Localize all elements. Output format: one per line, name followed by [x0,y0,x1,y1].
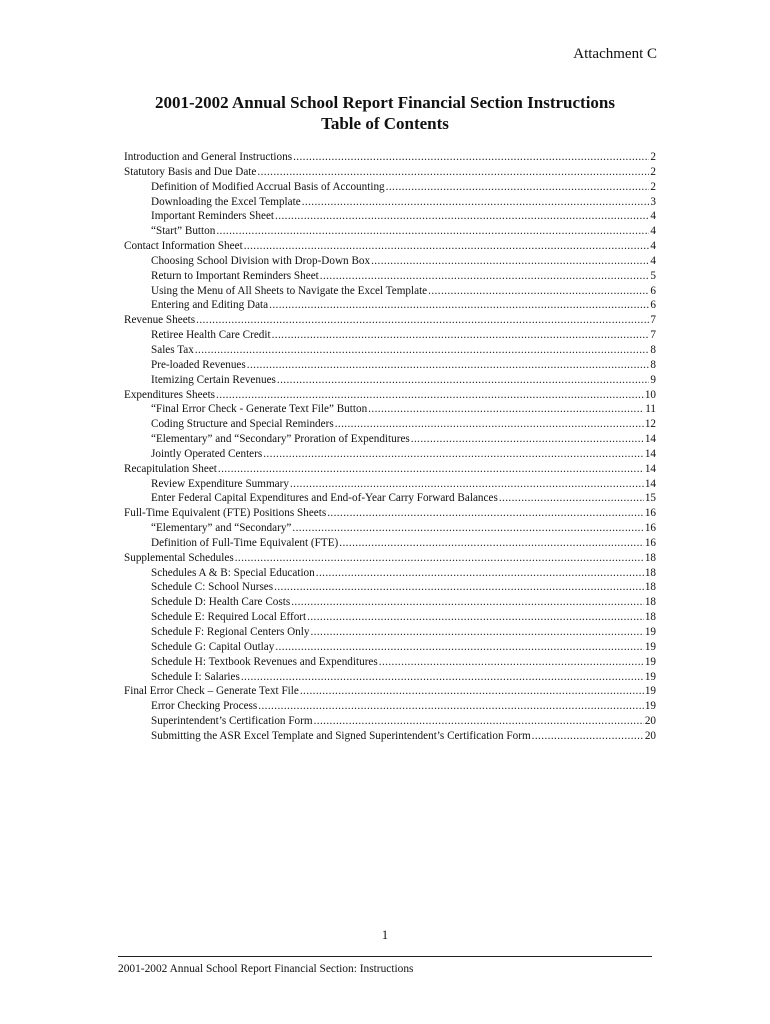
attachment-label: Attachment C [573,46,657,62]
toc-dot-leader [320,269,650,284]
title-line-1: 2001-2002 Annual School Report Financial Section Instructions [155,93,615,112]
toc-entry[interactable] [124,610,656,625]
toc-entry-label: Error Checking Process [151,700,258,713]
toc-entry-label: “Elementary” and “Secondary” [151,522,292,535]
toc-entry-page: 18 [644,596,656,609]
toc-entry-page: 20 [644,729,656,742]
toc-entry[interactable] [124,684,656,699]
toc-entry[interactable] [124,699,656,714]
toc-entry-label: Expenditures Sheets [124,388,216,401]
toc-entry-page: 19 [644,640,656,653]
toc-dot-leader [428,284,649,299]
toc-entry[interactable] [124,328,656,343]
toc-entry-page: 16 [644,507,656,520]
toc-entry-label: Revenue Sheets [124,314,196,327]
table-of-contents [124,150,656,744]
toc-entry[interactable] [124,239,656,254]
toc-entry-label: Full-Time Equivalent (FTE) Positions Sheets [124,507,327,520]
toc-entry-label: Schedule H: Textbook Revenues and Expenditures [151,655,378,668]
toc-entry-page: 19 [644,685,656,698]
toc-entry-page: 16 [644,522,656,535]
toc-dot-leader [269,298,649,313]
toc-entry-label: Important Reminders Sheet [151,210,275,223]
toc-entry-label: Retiree Health Care Credit [151,329,271,342]
toc-entry-page: 14 [644,477,656,490]
toc-dot-leader [196,313,649,328]
toc-entry[interactable] [124,165,656,180]
toc-entry-label: Schedule E: Required Local Effort [151,611,307,624]
toc-entry[interactable] [124,402,656,417]
toc-dot-leader [277,373,650,388]
toc-entry-page: 10 [644,388,656,401]
toc-entry[interactable] [124,343,656,358]
toc-entry-page: 11 [645,403,656,416]
toc-entry-page: 6 [650,299,656,312]
toc-entry-label: Submitting the ASR Excel Template and Signed Superintendent’s Certification Form [151,729,531,742]
toc-entry-label: Definition of Full-Time Equivalent (FTE) [151,536,339,549]
toc-entry-page: 2 [650,180,656,193]
toc-dot-leader [291,595,644,610]
toc-entry-label: Schedule I: Salaries [151,670,240,683]
toc-dot-leader [235,551,644,566]
toc-entry-page: 18 [644,551,656,564]
toc-entry[interactable] [124,269,656,284]
toc-dot-leader [310,625,643,640]
toc-entry[interactable] [124,580,656,595]
toc-entry[interactable] [124,417,656,432]
toc-entry-page: 19 [644,655,656,668]
toc-entry-page: 6 [650,284,656,297]
toc-entry-label: Sales Tax [151,343,194,356]
toc-entry-label: Statutory Basis and Due Date [124,165,257,178]
toc-entry[interactable] [124,447,656,462]
toc-dot-leader [302,195,650,210]
toc-entry-label: Superintendent’s Certification Form [151,715,313,728]
toc-entry[interactable] [124,298,656,313]
toc-dot-leader [532,729,644,744]
footer-text: 2001-2002 Annual School Report Financial Section: Instructions [118,963,414,975]
toc-dot-leader [216,224,649,239]
toc-entry-page: 14 [644,447,656,460]
toc-entry[interactable] [124,536,656,551]
toc-dot-leader [327,506,644,521]
toc-entry[interactable] [124,491,656,506]
toc-entry[interactable] [124,640,656,655]
toc-entry-page: 4 [650,254,656,267]
toc-entry-label: “Final Error Check - Generate Text File” Button [151,403,368,416]
toc-entry[interactable] [124,566,656,581]
toc-dot-leader [314,714,644,729]
toc-dot-leader [218,462,644,477]
toc-entry-label: Schedule C: School Nurses [151,581,274,594]
toc-entry-label: Jointly Operated Centers [151,447,263,460]
toc-entry-label: Review Expenditure Summary [151,477,289,490]
toc-entry-page: 19 [644,700,656,713]
toc-entry-label: Pre-loaded Revenues [151,358,246,371]
toc-dot-leader [307,610,644,625]
toc-entry-page: 8 [650,358,656,371]
toc-entry-page: 19 [644,626,656,638]
toc-entry[interactable] [124,254,656,269]
toc-dot-leader [244,239,650,254]
toc-dot-leader [274,580,644,595]
toc-dot-leader [386,180,650,195]
toc-entry-page: 18 [644,566,656,579]
toc-entry-label: Coding Structure and Special Reminders [151,418,334,431]
toc-dot-leader [290,477,644,492]
toc-entry-page: 9 [650,373,656,386]
toc-entry-page: 19 [644,670,656,683]
toc-entry-label: Supplemental Schedules [124,551,234,564]
toc-entry[interactable] [124,655,656,670]
toc-entry-label: Schedule G: Capital Outlay [151,640,275,653]
toc-entry[interactable] [124,195,656,210]
toc-entry[interactable] [124,180,656,195]
toc-dot-leader [339,536,644,551]
toc-entry-label: Final Error Check – Generate Text File [124,685,299,698]
toc-entry-page: 18 [644,611,656,624]
title-line-2: Table of Contents [321,114,449,133]
toc-entry-page: 4 [650,210,656,223]
toc-entry-label: Definition of Modified Accrual Basis of Accounting [151,180,385,193]
toc-entry[interactable] [124,224,656,239]
toc-entry-label: Itemizing Certain Revenues [151,373,276,386]
toc-dot-leader [300,684,644,699]
toc-entry-label: Schedule F: Regional Centers Only [151,626,310,638]
toc-entry-page: 20 [644,715,656,728]
toc-dot-leader [275,640,643,655]
toc-entry-label: Downloading the Excel Template [151,195,301,208]
toc-entry-label: Enter Federal Capital Expenditures and End-of-Year Carry Forward Balances [151,492,498,505]
toc-dot-leader [257,165,649,180]
toc-entry-label: Choosing School Division with Drop-Down Box [151,254,371,267]
toc-dot-leader [241,670,644,685]
toc-entry-page: 15 [644,492,656,505]
toc-entry[interactable] [124,595,656,610]
toc-entry-label: Contact Information Sheet [124,240,243,253]
toc-entry-label: Recapitulation Sheet [124,462,217,475]
toc-entry-label: Entering and Editing Data [151,299,269,312]
toc-dot-leader [216,388,644,403]
toc-entry-page: 2 [650,165,656,178]
toc-dot-leader [247,358,650,373]
toc-entry[interactable] [124,284,656,299]
toc-entry[interactable] [124,714,656,729]
document-title [0,92,770,134]
toc-dot-leader [371,254,649,269]
toc-entry[interactable] [124,729,656,744]
toc-entry-page: 4 [650,225,656,238]
toc-dot-leader [379,655,644,670]
toc-entry[interactable] [124,209,656,224]
toc-entry[interactable] [124,388,656,403]
toc-dot-leader [263,447,644,462]
toc-entry[interactable] [124,551,656,566]
footer-divider [118,956,652,957]
toc-entry-label: “Start” Button [151,225,216,238]
toc-dot-leader [411,432,644,447]
toc-dot-leader [272,328,650,343]
toc-entry-page: 14 [644,462,656,475]
toc-entry[interactable] [124,477,656,492]
toc-entry-label: Schedule D: Health Care Costs [151,596,291,609]
toc-entry[interactable] [124,150,656,165]
toc-entry[interactable] [124,313,656,328]
toc-entry-page: 4 [650,240,656,253]
toc-entry-page: 16 [644,536,656,549]
toc-entry-page: 3 [650,195,656,208]
toc-dot-leader [499,491,644,506]
toc-entry[interactable] [124,506,656,521]
toc-entry[interactable] [124,432,656,447]
toc-entry[interactable] [124,670,656,685]
toc-entry-label: Return to Important Reminders Sheet [151,269,319,282]
toc-entry-page: 7 [650,329,656,342]
toc-dot-leader [275,209,649,224]
toc-entry-label: “Elementary” and “Secondary” Proration of Expenditures [151,433,410,446]
toc-entry-label: Introduction and General Instructions [124,151,293,163]
toc-entry-label: Schedules A & B: Special Education [151,566,315,579]
toc-entry-label: Using the Menu of All Sheets to Navigate the Excel Template [151,284,428,297]
toc-entry-page: 18 [644,581,656,594]
toc-dot-leader [368,402,644,417]
toc-entry-page: 2 [650,151,656,163]
toc-dot-leader [335,417,644,432]
toc-entry[interactable] [124,521,656,536]
toc-dot-leader [316,566,644,581]
toc-entry[interactable] [124,462,656,477]
toc-entry-page: 14 [644,433,656,446]
toc-entry[interactable] [124,373,656,388]
toc-entry[interactable] [124,625,656,640]
toc-entry-page: 8 [650,343,656,356]
toc-entry[interactable] [124,358,656,373]
toc-dot-leader [293,150,649,165]
toc-dot-leader [292,521,643,536]
toc-dot-leader [258,699,644,714]
toc-entry-page: 12 [644,418,656,431]
toc-dot-leader [195,343,650,358]
toc-entry-page: 7 [650,314,656,327]
page-number: 1 [381,928,389,942]
toc-entry-page: 5 [650,269,656,282]
